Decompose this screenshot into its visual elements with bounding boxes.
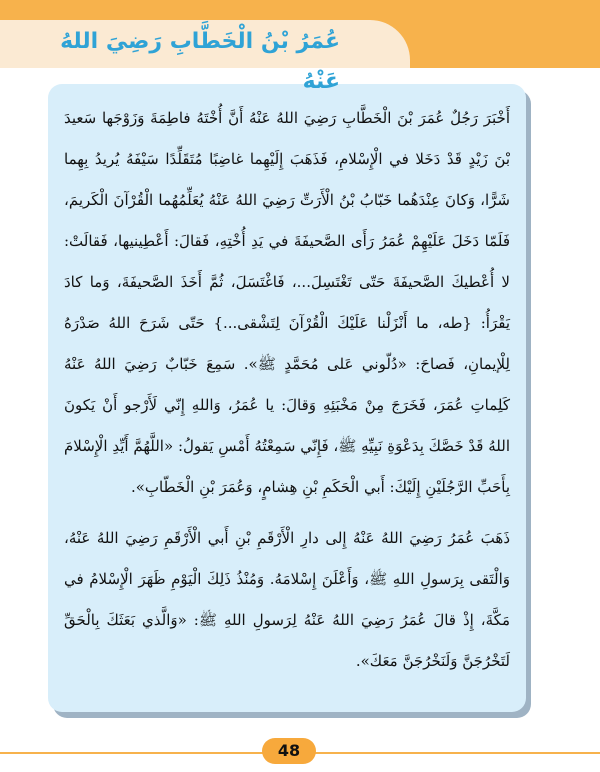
paragraph-2: ذَهَبَ عُمَرُ رَضِيَ اللهُ عَنْهُ إِلى دارِ الْأَرْقَمِ بْنِ أَبي الْأَرْقَمِ رَضِيَ اللهُ عَنْهُ، وَالْتَقى بِرَسولِ اللهِ ﷺ، وَأَعْلَنَ إِسْلامَهُ. وَمُنْذُ ذَلِكَ الْيَوْمِ ظَهَرَ الْإِسْلامُ في مَكَّةَ، إِذْ قالَ عُمَرُ رَضِيَ اللهُ عَنْهُ لِرَسولِ اللهِ ﷺ: «وَالَّذي بَعَثَكَ بِالْحَقِّ لَتَخْرُجَنَّ وَلَنَخْرُجَنَّ مَعَكَ». <box>64 529 510 670</box>
paragraph-1: أَخْبَرَ رَجُلٌ عُمَرَ بْنَ الْخَطَّابِ رَضِيَ اللهُ عَنْهُ أَنَّ أُخْتَهُ فاطِمَةَ وَزَوْجَها سَعيدَ بْنَ زَيْدٍ قَدْ دَخَلا في الْإِسْلامِ، فَذَهَبَ إِلَيْهِما غاضِبًا مُتَقَلِّدًا سَيْفَهُ يُريدُ بِهِما شَرًّا، وَكانَ عِنْدَهُما خَبّابُ بْنُ الْأَرَتِّ رَضِيَ اللهُ عَنْهُ يُعَلِّمُهُما الْقُرْآنَ الْكَريمَ، فَلَمّا دَخَلَ عَلَيْهِمْ عُمَرُ رَأَى الصَّحيفَةَ في يَدِ أُخْتِهِ، فَقالَ: أَعْطِينيها، فَقالَتْ: لا أُعْطيكَ الصَّحيفَةَ حَتّى تَغْتَسِلَ...، فَاغْتَسَلَ، ثُمَّ أَخَذَ الصَّحيفَةَ، وَما كادَ يَقْرَأُ: {طه، ما أَنْزَلْنا عَلَيْكَ الْقُرْآنَ لِتَشْقى...} حَتّى شَرَحَ اللهُ صَدْرَهُ لِلْإيمانِ، فَصاحَ: «دُلّوني عَلى مُحَمَّدٍ ﷺ». سَمِعَ خَبّابٌ رَضِيَ اللهُ عَنْهُ كَلِماتِ عُمَرَ، فَخَرَجَ مِنْ مَخْبَئِهِ وَقالَ: يا عُمَرُ، وَاللهِ إِنّي لَأَرْجو أَنْ يَكونَ اللهُ قَدْ خَصَّكَ بِدَعْوَةِ نَبِيِّهِ ﷺ، فَإِنّي سَمِعْتُهُ أَمْسِ يَقولُ: «اللَّهُمَّ أَيِّدِ الْإِسْلامَ بِأَحَبِّ الرَّجُلَيْنِ إِلَيْكَ: أَبي الْحَكَمِ بْنِ هِشامٍ، وَعُمَرَ بْنِ الْخَطّابِ». <box>64 109 510 496</box>
content-box <box>48 84 526 712</box>
page-title: عُمَرُ بْنُ الْخَطَّابِ رَضِيَ اللهُ عَنْهُ <box>60 29 340 94</box>
page-number: 48 <box>262 738 316 764</box>
